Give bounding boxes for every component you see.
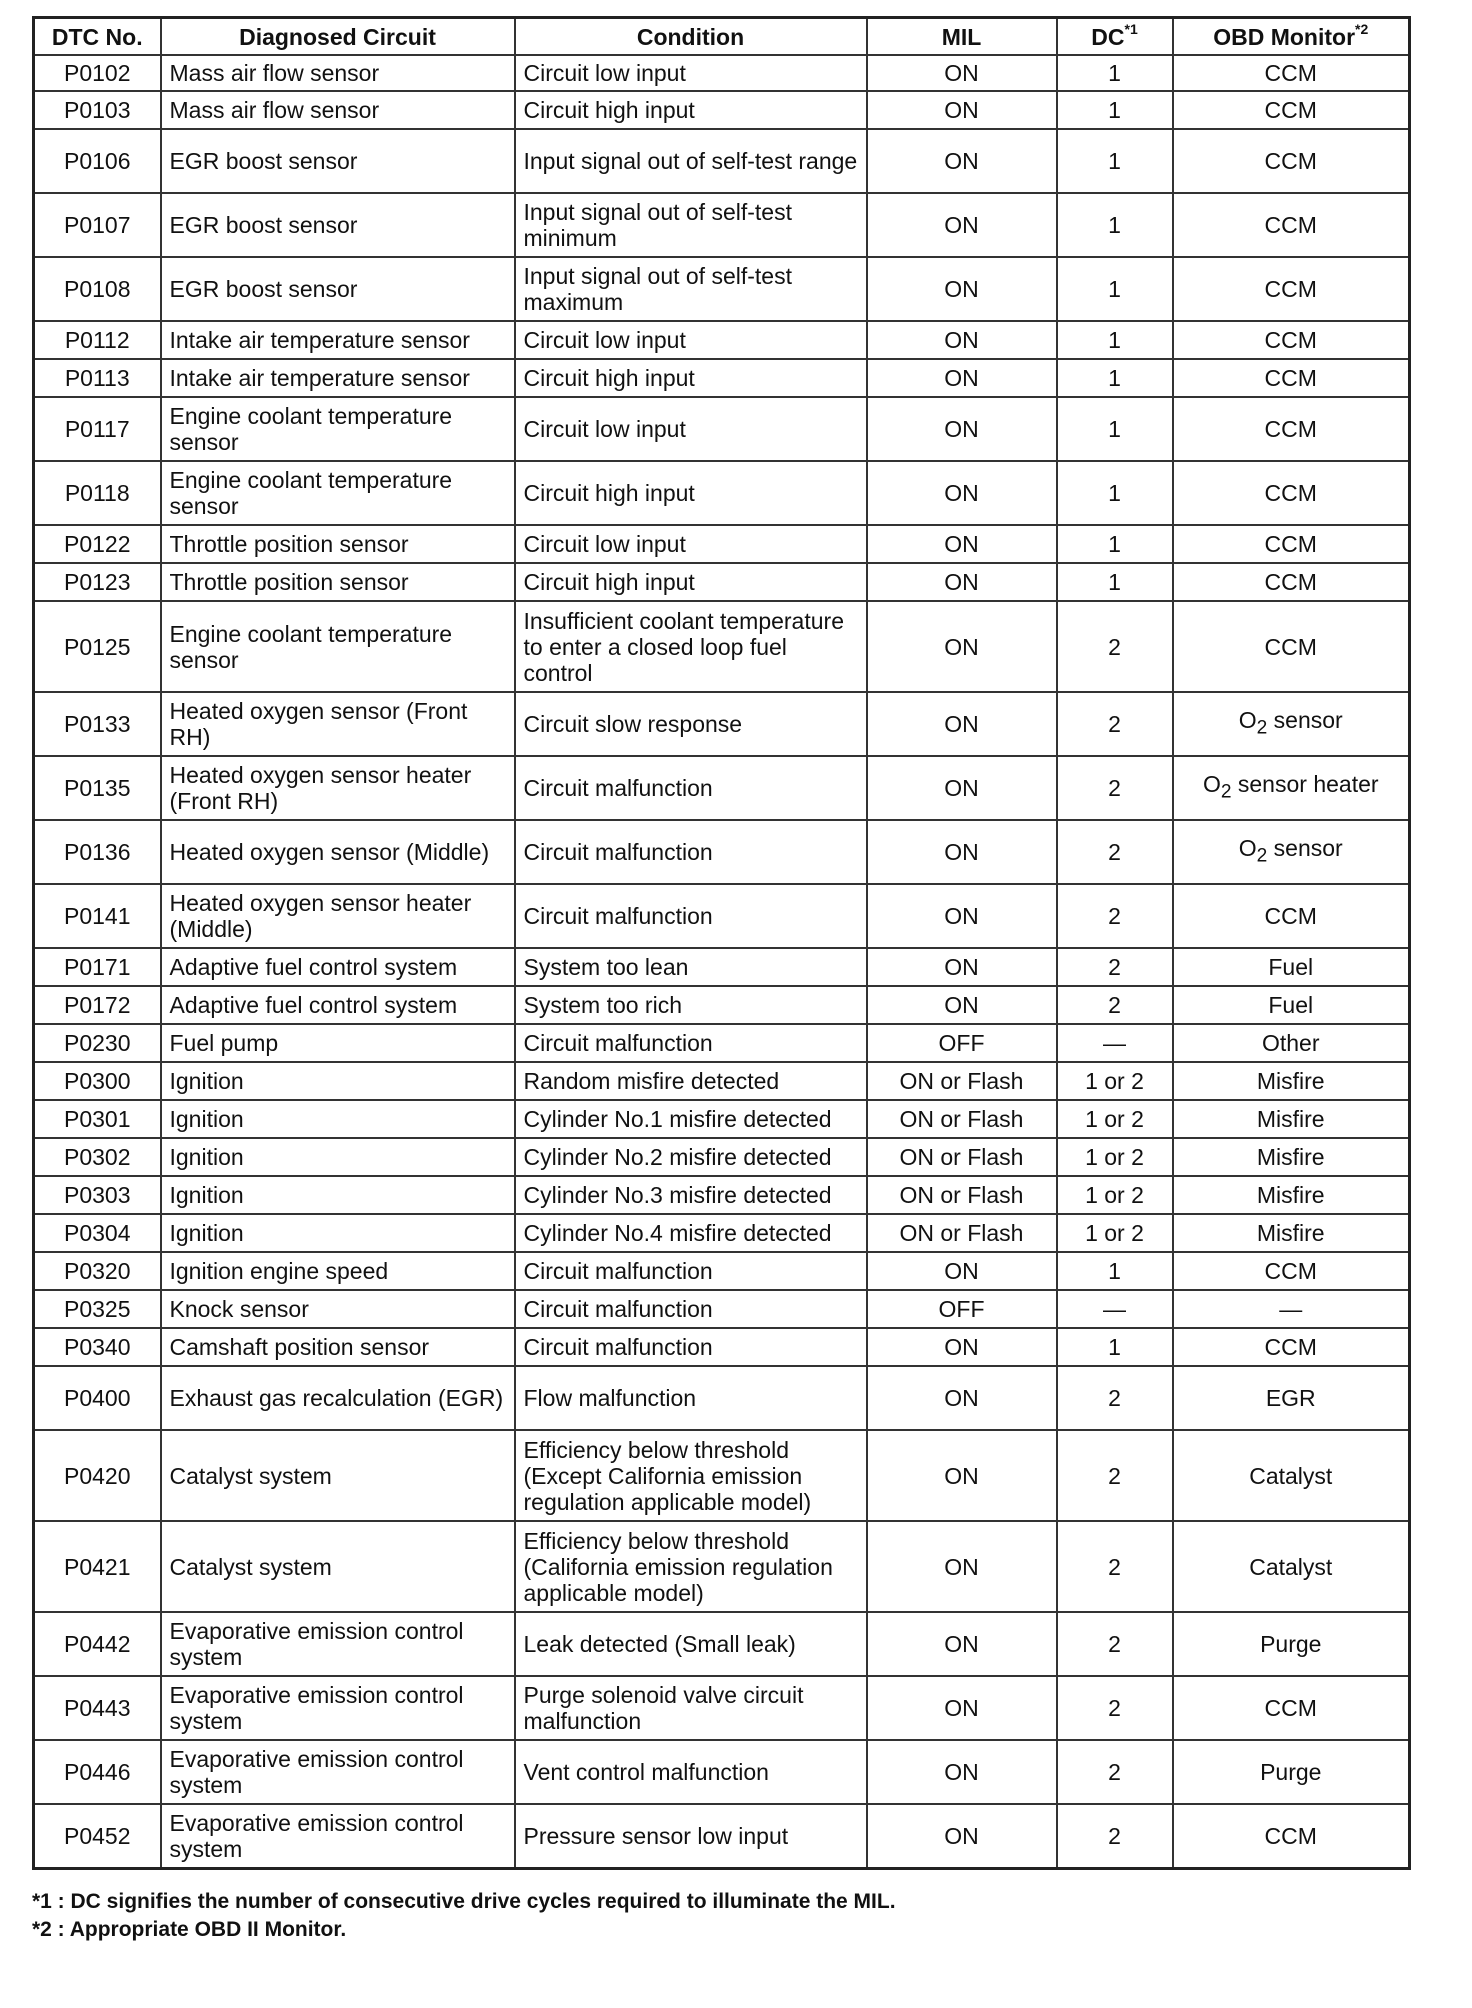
obd-monitor-cell: EGR — [1173, 1366, 1410, 1430]
condition-cell: Pressure sensor low input — [515, 1804, 867, 1868]
obd-monitor-cell: CCM — [1173, 55, 1410, 91]
obd-monitor-cell — [1173, 692, 1410, 756]
table-row — [34, 321, 1410, 359]
condition-cell: Vent control malfunction — [515, 1740, 867, 1804]
condition-cell: Circuit low input — [515, 55, 867, 91]
condition-cell: Circuit slow response — [515, 692, 867, 756]
header-obd-monitor — [1173, 18, 1410, 56]
table-row — [34, 1062, 1410, 1100]
condition-cell: Circuit high input — [515, 461, 867, 525]
obd-monitor-text: O — [1238, 834, 1257, 861]
obd-monitor-cell: CCM — [1173, 884, 1410, 948]
mil-cell: OFF — [867, 1024, 1057, 1062]
diagnosed-circuit-cell: Throttle position sensor — [161, 525, 515, 563]
obd-monitor-cell: CCM — [1173, 461, 1410, 525]
table-row — [34, 948, 1410, 986]
obd-monitor-cell: — — [1173, 1290, 1410, 1328]
dc-cell: 1 — [1057, 461, 1173, 525]
dtc-code-cell: P0171 — [34, 948, 161, 986]
dc-cell: 2 — [1057, 948, 1173, 986]
dtc-code-cell: P0340 — [34, 1328, 161, 1366]
diagnosed-circuit-cell: Adaptive fuel control system — [161, 948, 515, 986]
diagnosed-circuit-cell: Intake air temperature sensor — [161, 359, 515, 397]
diagnosed-circuit-cell: EGR boost sensor — [161, 129, 515, 193]
diagnosed-circuit-cell: Ignition — [161, 1100, 515, 1138]
obd-monitor-cell: Fuel — [1173, 986, 1410, 1024]
condition-cell: Random misfire detected — [515, 1062, 867, 1100]
mil-cell: ON — [867, 986, 1057, 1024]
footnotes — [32, 1888, 1408, 1944]
mil-cell: ON — [867, 1612, 1057, 1676]
obd-monitor-cell: CCM — [1173, 563, 1410, 601]
dc-cell: 1 or 2 — [1057, 1100, 1173, 1138]
dc-cell: 1 — [1057, 1328, 1173, 1366]
obd-monitor-text-suffix: sensor — [1267, 834, 1343, 861]
mil-cell: ON — [867, 884, 1057, 948]
obd-monitor-cell: Purge — [1173, 1612, 1410, 1676]
dtc-code-cell: P0133 — [34, 692, 161, 756]
dc-cell: 2 — [1057, 1366, 1173, 1430]
table-row — [34, 820, 1410, 884]
obd-monitor-cell: Misfire — [1173, 1062, 1410, 1100]
condition-cell: Circuit low input — [515, 321, 867, 359]
dtc-code-cell: P0118 — [34, 461, 161, 525]
table-row — [34, 1024, 1410, 1062]
mil-cell: ON — [867, 55, 1057, 91]
dc-cell: 2 — [1057, 692, 1173, 756]
dc-cell: 2 — [1057, 884, 1173, 948]
obd-monitor-subscript: 2 — [1256, 717, 1268, 739]
dtc-code-cell: P0122 — [34, 525, 161, 563]
mil-cell: ON — [867, 1366, 1057, 1430]
dc-cell: 1 — [1057, 563, 1173, 601]
table-row — [34, 986, 1410, 1024]
header-dc — [1057, 18, 1173, 56]
diagnosed-circuit-cell: Engine coolant temperature sensor — [161, 397, 515, 461]
diagnosed-circuit-cell: Ignition — [161, 1062, 515, 1100]
dc-cell: 1 — [1057, 525, 1173, 563]
obd-monitor-cell: Fuel — [1173, 948, 1410, 986]
table-row — [34, 1252, 1410, 1290]
diagnosed-circuit-cell: Evaporative emission control system — [161, 1612, 515, 1676]
condition-cell: Circuit high input — [515, 91, 867, 129]
dtc-code-cell: P0452 — [34, 1804, 161, 1868]
diagnosed-circuit-cell: Camshaft position sensor — [161, 1328, 515, 1366]
dtc-code-cell: P0123 — [34, 563, 161, 601]
condition-cell: Circuit malfunction — [515, 1024, 867, 1062]
diagnosed-circuit-cell: Exhaust gas recalculation (EGR) — [161, 1366, 515, 1430]
header-diagnosed-circuit: Diagnosed Circuit — [161, 18, 515, 56]
obd-monitor-text: O — [1202, 770, 1221, 797]
diagnosed-circuit-cell: Ignition — [161, 1176, 515, 1214]
dc-cell: 1 — [1057, 1252, 1173, 1290]
mil-cell: ON — [867, 525, 1057, 563]
condition-cell: Circuit high input — [515, 359, 867, 397]
table-row — [34, 1214, 1410, 1252]
dtc-code-cell: P0103 — [34, 91, 161, 129]
obd-monitor-cell — [1173, 756, 1410, 820]
dtc-code-cell: P0172 — [34, 986, 161, 1024]
dtc-code-cell: P0304 — [34, 1214, 161, 1252]
obd-monitor-cell: Misfire — [1173, 1138, 1410, 1176]
mil-cell: ON — [867, 91, 1057, 129]
dc-cell: 1 — [1057, 91, 1173, 129]
dtc-code-cell: P0230 — [34, 1024, 161, 1062]
header-obd-label: OBD Monitor — [1213, 23, 1356, 50]
diagnosed-circuit-cell: Mass air flow sensor — [161, 55, 515, 91]
diagnosed-circuit-cell: Evaporative emission control system — [161, 1804, 515, 1868]
obd-monitor-cell: CCM — [1173, 601, 1410, 692]
mil-cell: ON — [867, 1521, 1057, 1612]
condition-cell: Input signal out of self-test maximum — [515, 257, 867, 321]
diagnosed-circuit-cell: Intake air temperature sensor — [161, 321, 515, 359]
table-row — [34, 1176, 1410, 1214]
mil-cell: ON — [867, 1804, 1057, 1868]
condition-cell: Leak detected (Small leak) — [515, 1612, 867, 1676]
obd-monitor-text-suffix: sensor heater — [1231, 770, 1379, 797]
table-row — [34, 1366, 1410, 1430]
footnote-2: *2 : Appropriate OBD II Monitor. — [32, 1917, 347, 1941]
dc-cell: 2 — [1057, 1612, 1173, 1676]
diagnosed-circuit-cell: EGR boost sensor — [161, 193, 515, 257]
mil-cell: ON — [867, 359, 1057, 397]
condition-cell: Input signal out of self-test range — [515, 129, 867, 193]
dc-cell: 1 — [1057, 321, 1173, 359]
obd-monitor-cell: CCM — [1173, 91, 1410, 129]
diagnosed-circuit-cell: Catalyst system — [161, 1430, 515, 1521]
dtc-code-cell: P0303 — [34, 1176, 161, 1214]
dc-cell: 2 — [1057, 1430, 1173, 1521]
obd-monitor-cell: CCM — [1173, 193, 1410, 257]
obd-monitor-cell: CCM — [1173, 1328, 1410, 1366]
table-row — [34, 129, 1410, 193]
condition-cell: Circuit low input — [515, 397, 867, 461]
condition-cell: Cylinder No.3 misfire detected — [515, 1176, 867, 1214]
condition-cell: Circuit malfunction — [515, 1290, 867, 1328]
table-body — [34, 55, 1410, 1868]
table-row — [34, 1676, 1410, 1740]
table-row — [34, 756, 1410, 820]
diagnosed-circuit-cell: Ignition engine speed — [161, 1252, 515, 1290]
table-row — [34, 1100, 1410, 1138]
dc-cell: 1 or 2 — [1057, 1138, 1173, 1176]
table-row — [34, 1804, 1410, 1868]
obd-monitor-subscript: 2 — [1220, 781, 1232, 803]
condition-cell: Input signal out of self-test minimum — [515, 193, 867, 257]
condition-cell: Circuit low input — [515, 525, 867, 563]
obd-monitor-cell: Catalyst — [1173, 1430, 1410, 1521]
table-row — [34, 692, 1410, 756]
table-row — [34, 397, 1410, 461]
mil-cell: ON — [867, 820, 1057, 884]
condition-cell: Circuit malfunction — [515, 820, 867, 884]
mil-cell: ON — [867, 193, 1057, 257]
dtc-code-cell: P0325 — [34, 1290, 161, 1328]
dtc-code-cell: P0301 — [34, 1100, 161, 1138]
condition-cell: Purge solenoid valve circuit malfunction — [515, 1676, 867, 1740]
obd-monitor-cell: CCM — [1173, 359, 1410, 397]
dtc-code-cell: P0442 — [34, 1612, 161, 1676]
diagnosed-circuit-cell: Fuel pump — [161, 1024, 515, 1062]
condition-cell: Efficiency below threshold (California emission regulation applicable model) — [515, 1521, 867, 1612]
condition-cell: System too lean — [515, 948, 867, 986]
table-row — [34, 91, 1410, 129]
diagnosed-circuit-cell: Evaporative emission control system — [161, 1740, 515, 1804]
obd-monitor-cell: CCM — [1173, 1804, 1410, 1868]
mil-cell: ON or Flash — [867, 1100, 1057, 1138]
mil-cell: ON or Flash — [867, 1062, 1057, 1100]
table-row — [34, 461, 1410, 525]
dc-cell: — — [1057, 1024, 1173, 1062]
diagnosed-circuit-cell: Ignition — [161, 1138, 515, 1176]
dtc-code-cell: P0420 — [34, 1430, 161, 1521]
diagnosed-circuit-cell: Engine coolant temperature sensor — [161, 461, 515, 525]
diagnosed-circuit-cell: Mass air flow sensor — [161, 91, 515, 129]
diagnosed-circuit-cell: Heated oxygen sensor (Middle) — [161, 820, 515, 884]
dtc-code-cell: P0443 — [34, 1676, 161, 1740]
table-row — [34, 257, 1410, 321]
obd-monitor-cell: Purge — [1173, 1740, 1410, 1804]
mil-cell: ON or Flash — [867, 1176, 1057, 1214]
obd-monitor-cell: CCM — [1173, 129, 1410, 193]
table-row — [34, 525, 1410, 563]
mil-cell: ON — [867, 257, 1057, 321]
dc-cell: 1 — [1057, 397, 1173, 461]
table-row — [34, 55, 1410, 91]
mil-cell: ON or Flash — [867, 1138, 1057, 1176]
dtc-code-cell: P0135 — [34, 756, 161, 820]
dtc-code-cell: P0141 — [34, 884, 161, 948]
dtc-code-cell: P0112 — [34, 321, 161, 359]
obd-monitor-cell: CCM — [1173, 1252, 1410, 1290]
table-row — [34, 563, 1410, 601]
diagnosed-circuit-cell: Heated oxygen sensor (Front RH) — [161, 692, 515, 756]
table-row — [34, 1328, 1410, 1366]
condition-cell: Circuit high input — [515, 563, 867, 601]
dtc-code-cell: P0125 — [34, 601, 161, 692]
dtc-code-cell: P0400 — [34, 1366, 161, 1430]
diagnosed-circuit-cell: Heated oxygen sensor heater (Front RH) — [161, 756, 515, 820]
obd-monitor-cell — [1173, 820, 1410, 884]
dtc-code-cell: P0117 — [34, 397, 161, 461]
mil-cell: ON — [867, 601, 1057, 692]
mil-cell: ON — [867, 1740, 1057, 1804]
condition-cell: Cylinder No.4 misfire detected — [515, 1214, 867, 1252]
dtc-code-cell: P0300 — [34, 1062, 161, 1100]
diagnosed-circuit-cell: EGR boost sensor — [161, 257, 515, 321]
condition-cell: Circuit malfunction — [515, 884, 867, 948]
header-obd-note-mark: *2 — [1355, 20, 1369, 37]
mil-cell: ON — [867, 948, 1057, 986]
header-mil: MIL — [867, 18, 1057, 56]
obd-monitor-cell: Misfire — [1173, 1100, 1410, 1138]
mil-cell: ON — [867, 1676, 1057, 1740]
diagnosed-circuit-cell: Catalyst system — [161, 1521, 515, 1612]
table-row — [34, 1430, 1410, 1521]
dtc-code-cell: P0446 — [34, 1740, 161, 1804]
mil-cell: ON — [867, 1328, 1057, 1366]
dtc-code-cell: P0107 — [34, 193, 161, 257]
dtc-table — [32, 16, 1411, 1870]
table-row — [34, 1290, 1410, 1328]
dtc-code-cell: P0302 — [34, 1138, 161, 1176]
condition-cell: Flow malfunction — [515, 1366, 867, 1430]
dc-cell: 2 — [1057, 820, 1173, 884]
mil-cell: ON — [867, 756, 1057, 820]
obd-monitor-subscript: 2 — [1256, 845, 1268, 867]
table-row — [34, 359, 1410, 397]
mil-cell: ON — [867, 692, 1057, 756]
dc-cell: 1 — [1057, 359, 1173, 397]
condition-cell: Cylinder No.2 misfire detected — [515, 1138, 867, 1176]
mil-cell: ON — [867, 563, 1057, 601]
obd-monitor-cell: Misfire — [1173, 1176, 1410, 1214]
condition-cell: Circuit malfunction — [515, 1328, 867, 1366]
dtc-sheet — [32, 16, 1408, 1944]
diagnosed-circuit-cell: Knock sensor — [161, 1290, 515, 1328]
table-row — [34, 601, 1410, 692]
obd-monitor-cell: CCM — [1173, 321, 1410, 359]
diagnosed-circuit-cell: Engine coolant temperature sensor — [161, 601, 515, 692]
obd-monitor-cell: Catalyst — [1173, 1521, 1410, 1612]
mil-cell: ON — [867, 1252, 1057, 1290]
dc-cell: 1 or 2 — [1057, 1062, 1173, 1100]
condition-cell: Efficiency below threshold (Except California emission regulation applicable model) — [515, 1430, 867, 1521]
obd-monitor-cell: Misfire — [1173, 1214, 1410, 1252]
dc-cell: 1 or 2 — [1057, 1176, 1173, 1214]
obd-monitor-cell: CCM — [1173, 525, 1410, 563]
dc-cell: 2 — [1057, 601, 1173, 692]
dc-cell: 2 — [1057, 986, 1173, 1024]
header-condition: Condition — [515, 18, 867, 56]
diagnosed-circuit-cell: Heated oxygen sensor heater (Middle) — [161, 884, 515, 948]
obd-monitor-cell: Other — [1173, 1024, 1410, 1062]
table-header-row — [34, 18, 1410, 56]
obd-monitor-cell: CCM — [1173, 1676, 1410, 1740]
mil-cell: ON or Flash — [867, 1214, 1057, 1252]
mil-cell: ON — [867, 1430, 1057, 1521]
dtc-code-cell: P0102 — [34, 55, 161, 91]
header-dc-label: DC — [1091, 23, 1125, 50]
dc-cell: 1 — [1057, 129, 1173, 193]
header-dtc-no: DTC No. — [34, 18, 161, 56]
diagnosed-circuit-cell: Adaptive fuel control system — [161, 986, 515, 1024]
mil-cell: ON — [867, 397, 1057, 461]
dtc-code-cell: P0113 — [34, 359, 161, 397]
table-row — [34, 1612, 1410, 1676]
mil-cell: ON — [867, 321, 1057, 359]
dc-cell: 2 — [1057, 1804, 1173, 1868]
diagnosed-circuit-cell: Ignition — [161, 1214, 515, 1252]
mil-cell: OFF — [867, 1290, 1057, 1328]
dtc-code-cell: P0108 — [34, 257, 161, 321]
header-dc-note-mark: *1 — [1124, 20, 1138, 37]
mil-cell: ON — [867, 461, 1057, 525]
dtc-code-cell: P0136 — [34, 820, 161, 884]
dc-cell: 1 — [1057, 193, 1173, 257]
obd-monitor-cell: CCM — [1173, 257, 1410, 321]
dc-cell: 1 or 2 — [1057, 1214, 1173, 1252]
dc-cell: 2 — [1057, 756, 1173, 820]
table-row — [34, 1740, 1410, 1804]
obd-monitor-cell: CCM — [1173, 397, 1410, 461]
mil-cell: ON — [867, 129, 1057, 193]
dc-cell: — — [1057, 1290, 1173, 1328]
condition-cell: System too rich — [515, 986, 867, 1024]
dc-cell: 1 — [1057, 257, 1173, 321]
dc-cell: 2 — [1057, 1676, 1173, 1740]
diagnosed-circuit-cell: Throttle position sensor — [161, 563, 515, 601]
table-row — [34, 1521, 1410, 1612]
footnote-1: *1 : DC signifies the number of consecutive drive cycles required to illuminate the MIL. — [32, 1889, 896, 1913]
condition-cell: Cylinder No.1 misfire detected — [515, 1100, 867, 1138]
condition-cell: Circuit malfunction — [515, 1252, 867, 1290]
obd-monitor-text: O — [1238, 706, 1257, 733]
dtc-code-cell: P0421 — [34, 1521, 161, 1612]
table-row — [34, 1138, 1410, 1176]
dc-cell: 2 — [1057, 1740, 1173, 1804]
diagnosed-circuit-cell: Evaporative emission control system — [161, 1676, 515, 1740]
table-row — [34, 884, 1410, 948]
dc-cell: 2 — [1057, 1521, 1173, 1612]
condition-cell: Circuit malfunction — [515, 756, 867, 820]
dc-cell: 1 — [1057, 55, 1173, 91]
condition-cell: Insufficient coolant temperature to enter a closed loop fuel control — [515, 601, 867, 692]
obd-monitor-text-suffix: sensor — [1267, 706, 1343, 733]
dtc-code-cell: P0106 — [34, 129, 161, 193]
table-row — [34, 193, 1410, 257]
dtc-code-cell: P0320 — [34, 1252, 161, 1290]
